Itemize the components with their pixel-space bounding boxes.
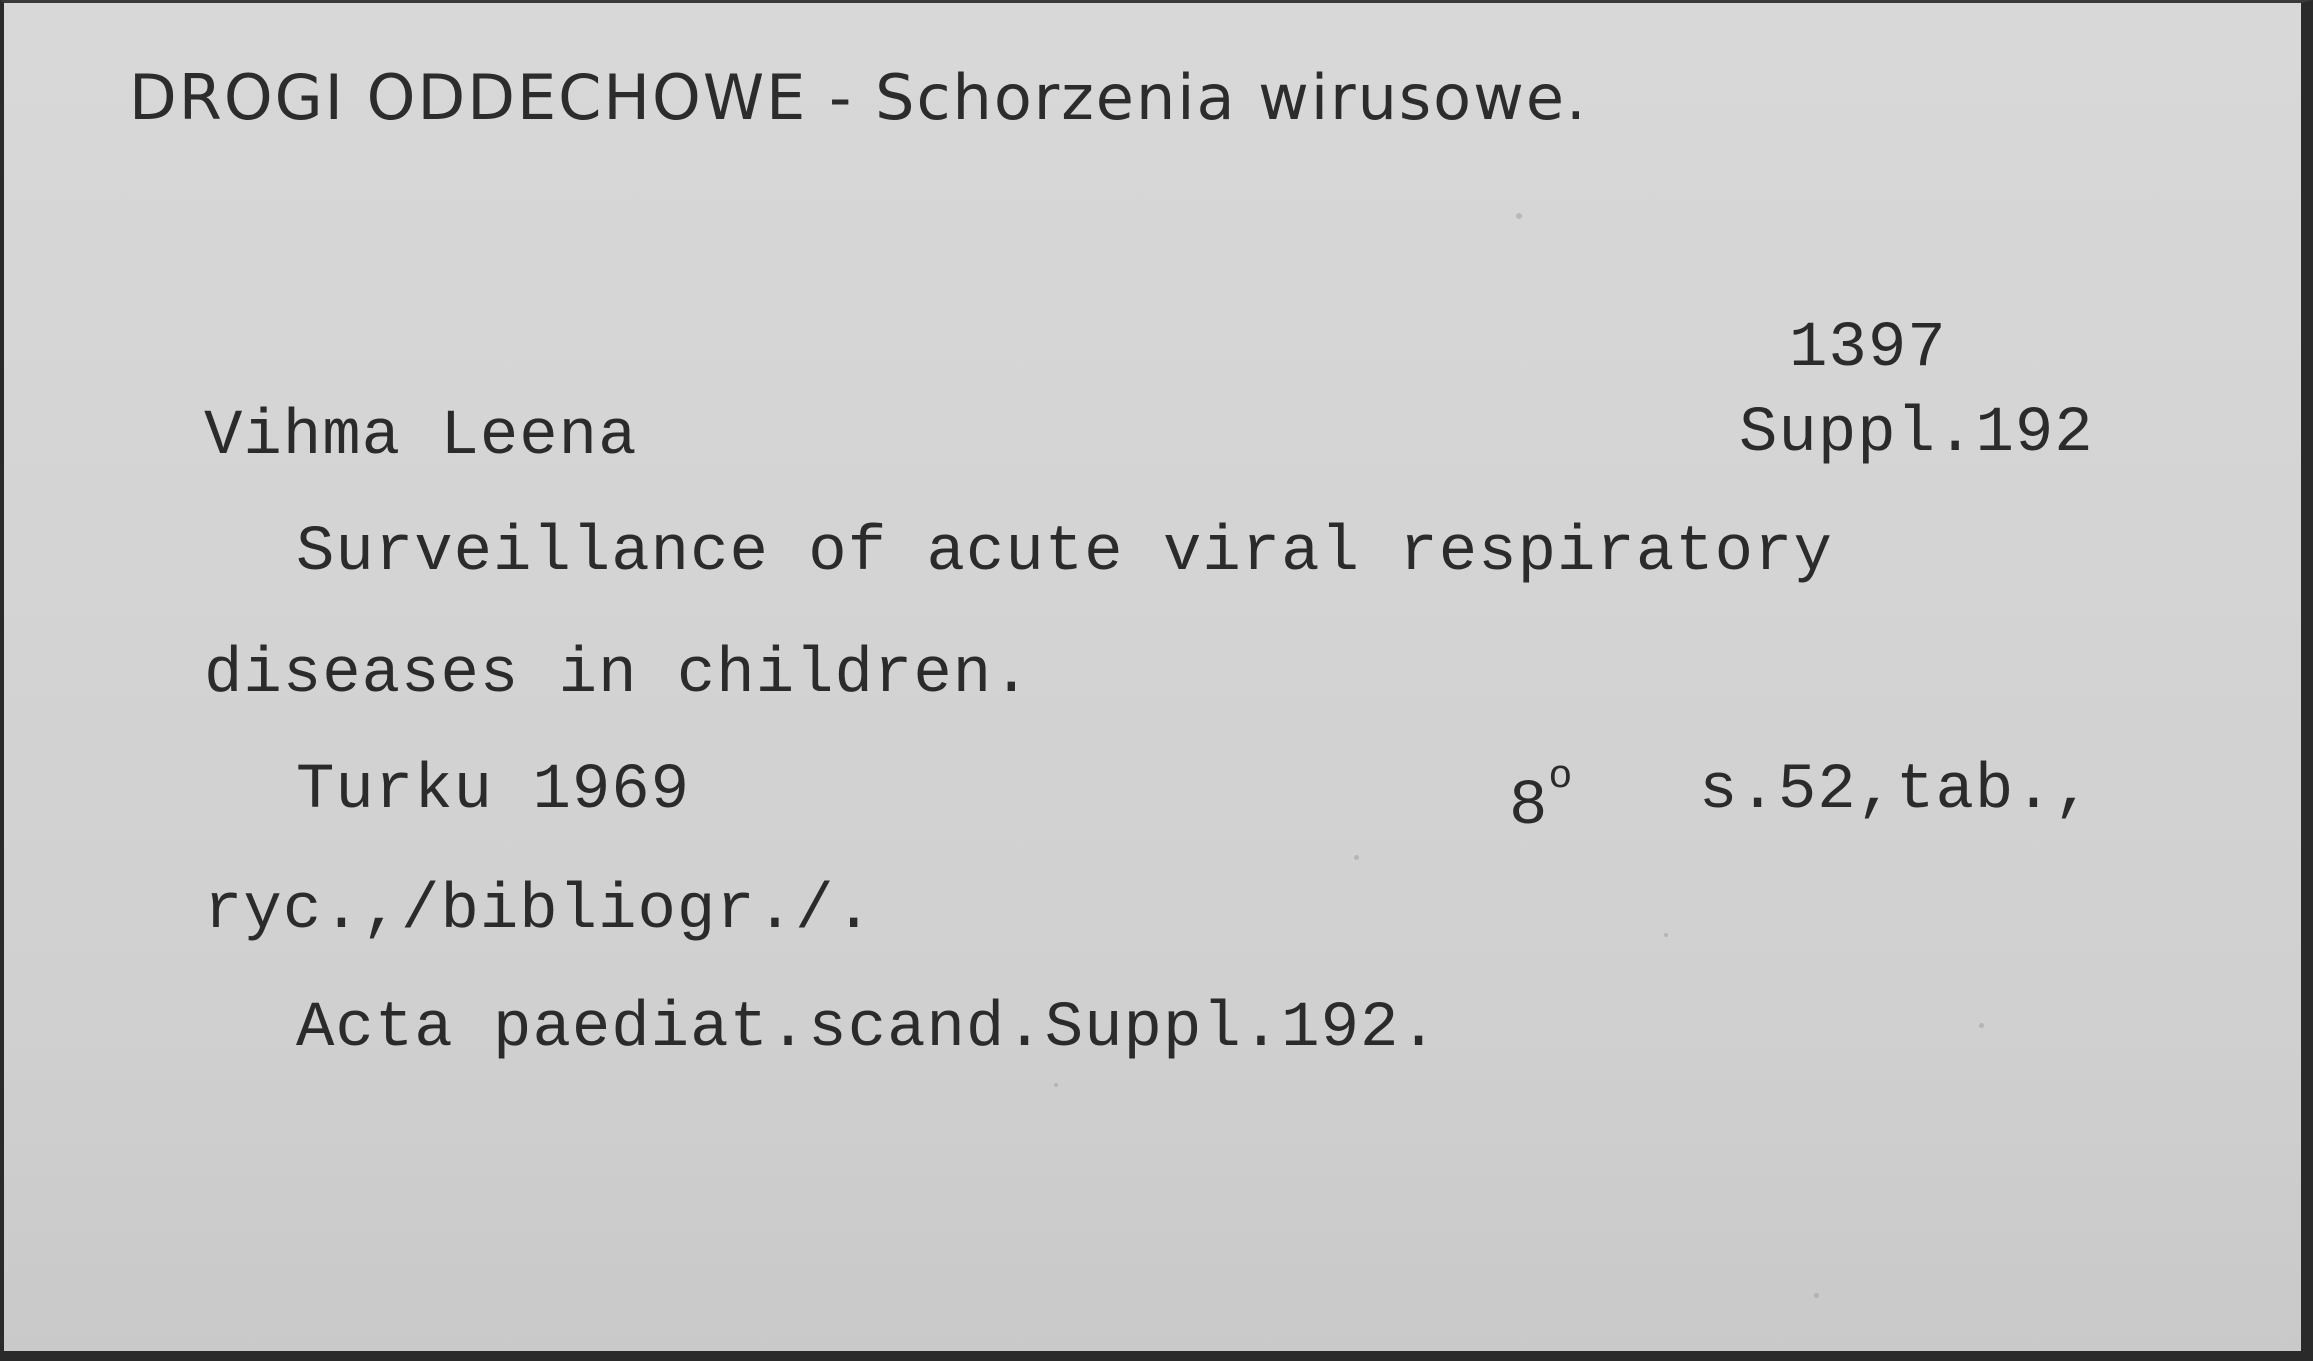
shelfmark: Suppl.192 [1739,398,2094,470]
title-line-2: diseases in children. [204,639,1032,711]
subject-heading: DROGI ODDECHOWE - Schorzenia wirusowe. [129,61,1588,134]
author: Vihma Leena [204,401,638,473]
paper-speck [1054,1083,1058,1087]
paper-speck [1979,1023,1984,1028]
series-note: Acta paediat.scand.Suppl.192. [296,993,1439,1065]
paper-speck [1814,1293,1819,1298]
paper-speck [1516,213,1522,219]
format-degree: o [1548,755,1574,800]
title-line-1: Surveillance of acute viral respiratory [296,517,1833,589]
paper-speck [1354,855,1359,860]
paper-speck [1664,933,1668,937]
format-number: 8 [1509,771,1549,843]
imprint: Turku 1969 [296,755,691,827]
call-number: 1397 [1789,313,1947,385]
pagination: s.52,tab., [1699,755,2094,827]
format [1509,755,1573,843]
illustrations-bibliography: ryc.,/bibliogr./. [204,875,874,947]
